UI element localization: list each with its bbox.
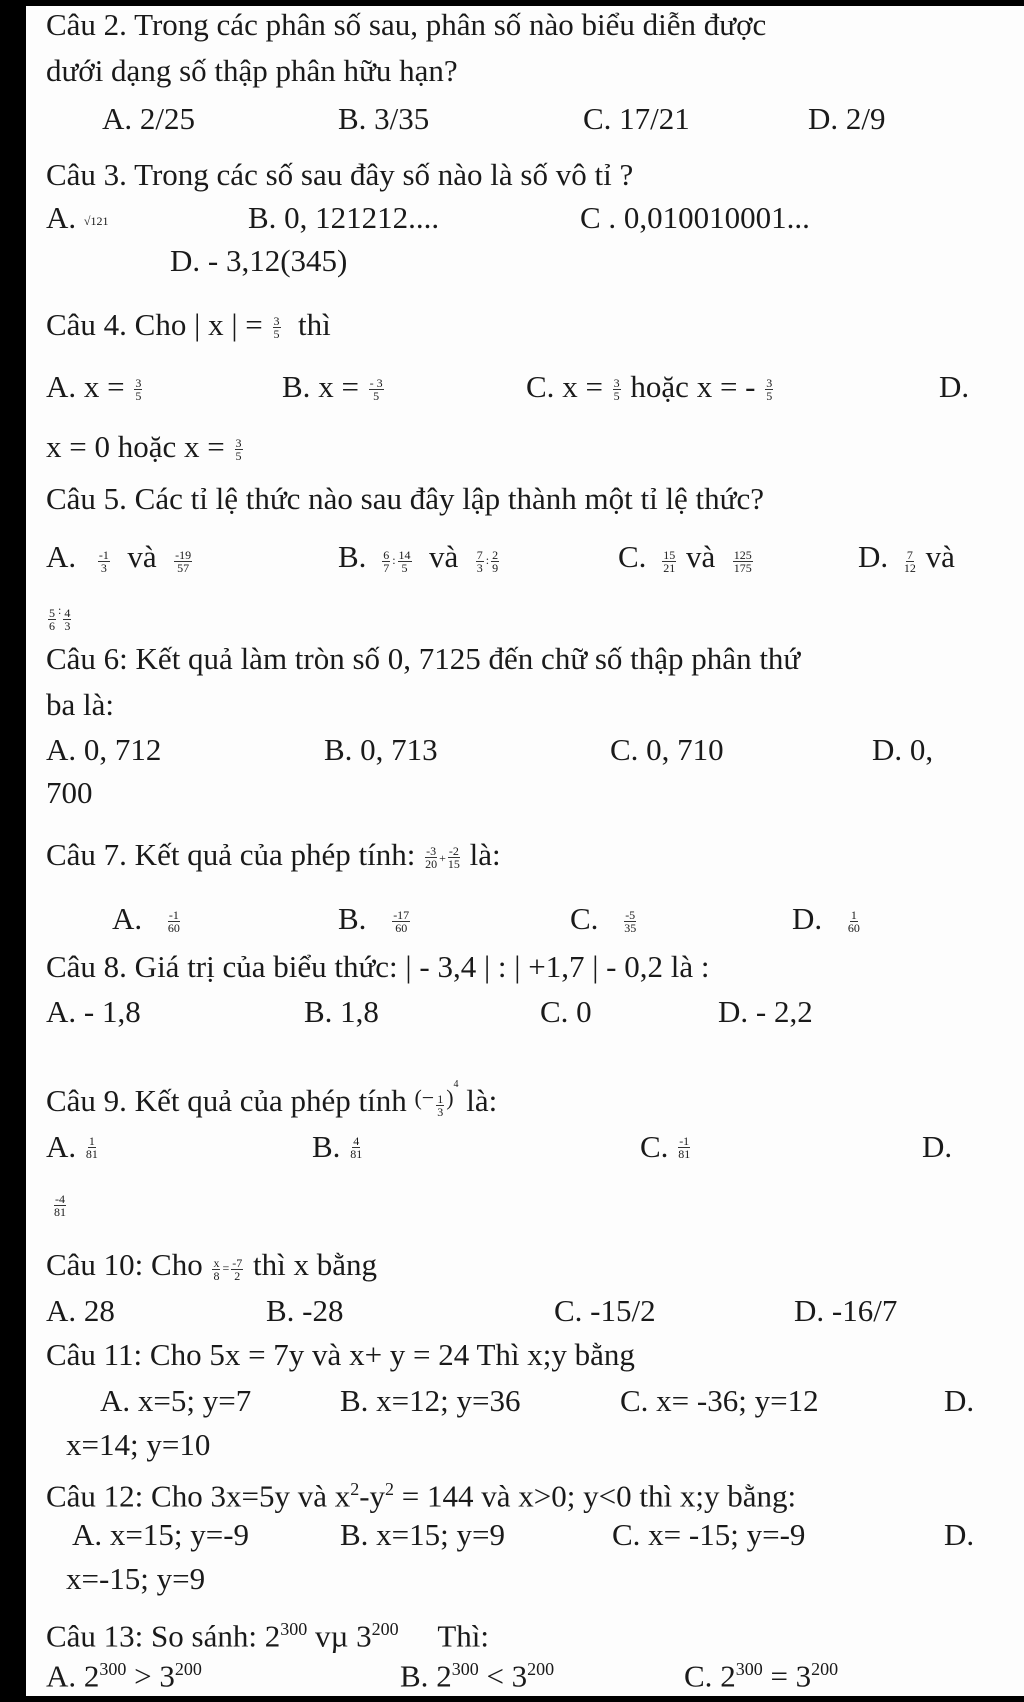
q7-option-c: C. $\frac{-5}{35}$ <box>570 901 637 936</box>
q9-option-d: $\frac{-4}{81}$ <box>54 1192 66 1220</box>
q5-option-c: C. $\frac{15}{21}$ và $\frac{125}{175}$ <box>618 539 752 575</box>
q6-option-d-cont: 700 <box>46 775 93 810</box>
q11-option-b: B. x=12; y=36 <box>340 1383 521 1418</box>
q8-option-b: B. 1,8 <box>304 994 379 1029</box>
q2-option-c: C. 17/21 <box>583 101 690 136</box>
q2-option-a: A. 2/25 <box>102 101 195 136</box>
q2-option-b: B. 3/35 <box>338 101 430 136</box>
q10-line: Câu 10: Cho $\frac{x}{8}$ = $\frac{-7}{2}$ thì x bằng <box>46 1247 378 1283</box>
q12-option-a: A. x=15; y=-9 <box>72 1517 250 1552</box>
q9-option-c: C. $\frac{-1}{81}$ <box>640 1129 691 1164</box>
q5-option-d-cont: $\frac{5}{6}$ : $\frac{4}{3}$ <box>49 602 71 633</box>
q4-option-c: C. x = $\frac{3}{5}$ hoặc x = - $\frac{3}{5}$ <box>526 369 773 404</box>
q5-option-d: D. $\frac{7}{12}$ và <box>858 539 955 575</box>
q4-option-d: x = 0 hoặc x = $\frac{3}{5}$ <box>46 429 242 464</box>
q8-line: Câu 8. Giá trị của biểu thức: | - 3,4 | : | +1,7 | - 0,2 là : <box>46 949 710 984</box>
q2-option-d: D. 2/9 <box>808 101 886 136</box>
q12-option-d: x=-15; y=9 <box>66 1561 206 1596</box>
q6-option-c: C. 0, 710 <box>610 732 724 767</box>
q4-option-b: B. x = $\frac{- 3}{5}$ <box>282 369 383 404</box>
q9-option-a: A. $\frac{1}{81}$ <box>46 1129 98 1164</box>
q2-line2: dưới dạng số thập phân hữu hạn? <box>46 53 458 88</box>
q9-option-b: B. $\frac{4}{81}$ <box>312 1129 363 1164</box>
q6-option-d: D. 0, <box>872 732 934 767</box>
q10-option-d: D. -16/7 <box>794 1293 898 1328</box>
q11-option-a: A. x=5; y=7 <box>100 1383 252 1418</box>
q13-option-c: C. $2^{300} = 3^{200}$ <box>684 1658 839 1694</box>
q10-option-a: A. 28 <box>46 1293 115 1328</box>
q4-line: Câu 4. Cho | x | = $\frac{3}{5}$ thì <box>46 307 331 342</box>
q8-option-d: D. - 2,2 <box>718 994 813 1029</box>
q10-option-c: C. -15/2 <box>554 1293 656 1328</box>
q13-line: Câu 13: So sánh: $2^{300}$ vµ $3^{200}$ Thì: <box>46 1618 490 1654</box>
q2-line1: Câu 2. Trong các phân số sau, phân số nào biểu diễn được <box>46 7 767 42</box>
q6-option-a: A. 0, 712 <box>46 732 162 767</box>
q5-line: Câu 5. Các tỉ lệ thức nào sau đây lập thành một tỉ lệ thức? <box>46 481 764 516</box>
q3-line: Câu 3. Trong các số sau đây số nào là số vô tỉ ? <box>46 157 634 192</box>
q11-option-d: x=14; y=10 <box>66 1427 211 1462</box>
q6-line2: ba là: <box>46 687 114 722</box>
q4-option-d-label: D. <box>939 369 970 404</box>
q4-option-a: A. x = $\frac{3}{5}$ <box>46 369 142 404</box>
q3-option-d: D. - 3,12(345) <box>170 243 348 278</box>
q12-option-b: B. x=15; y=9 <box>340 1517 506 1552</box>
q9-line: Câu 9. Kết quả của phép tính (− $\frac{1}{3}$ )$^4$ là: <box>46 1079 498 1119</box>
q6-option-b: B. 0, 713 <box>324 732 438 767</box>
q5-option-a: A. $\frac{-1}{3}$ và $\frac{-19}{57}$ <box>46 539 192 575</box>
q3-option-a: A. √121 <box>46 200 109 235</box>
q13-option-a: A. $2^{300} > 3^{200}$ <box>46 1658 202 1694</box>
q12-option-d-label: D. <box>944 1517 975 1552</box>
q8-option-c: C. 0 <box>540 994 592 1029</box>
q7-option-d: D. $\frac{1}{60}$ <box>792 901 860 936</box>
q11-option-c: C. x= -36; y=12 <box>620 1383 819 1418</box>
q12-line: Câu 12: Cho 3x=5y và $x^2-y^2 = 144$ và x>0; y<0 thì x;y bằng: <box>46 1478 797 1514</box>
q12-option-c: C. x= -15; y=-9 <box>612 1517 806 1552</box>
q11-line: Câu 11: Cho 5x = 7y và x+ y = 24 Thì x;y bằng <box>46 1337 635 1372</box>
q10-option-b: B. -28 <box>266 1293 344 1328</box>
q3-option-b: B. 0, 121212.... <box>248 200 440 235</box>
q7-option-b: B. $\frac{-17}{60}$ <box>338 901 410 936</box>
q7-line: Câu 7. Kết quả của phép tính: $\frac{-3}{20}$ + $\frac{-2}{15}$ là: <box>46 837 501 872</box>
q13-option-b: B. $2^{300} < 3^{200}$ <box>400 1658 555 1694</box>
q8-option-a: A. - 1,8 <box>46 994 141 1029</box>
q7-option-a: A. $\frac{-1}{60}$ <box>112 901 180 936</box>
q6-line1: Câu 6: Kết quả làm tròn số 0, 7125 đến chữ số thập phân thứ <box>46 641 801 676</box>
q5-option-b: B. $\frac{6}{7}$ : $\frac{14}{5}$ và $\frac{7}{3}$ : $\frac{2}{9}$ <box>338 539 499 575</box>
q11-option-d-label: D. <box>944 1383 975 1418</box>
q9-option-d-label: D. <box>922 1129 953 1164</box>
q3-option-c: C . 0,010010001... <box>580 200 810 235</box>
